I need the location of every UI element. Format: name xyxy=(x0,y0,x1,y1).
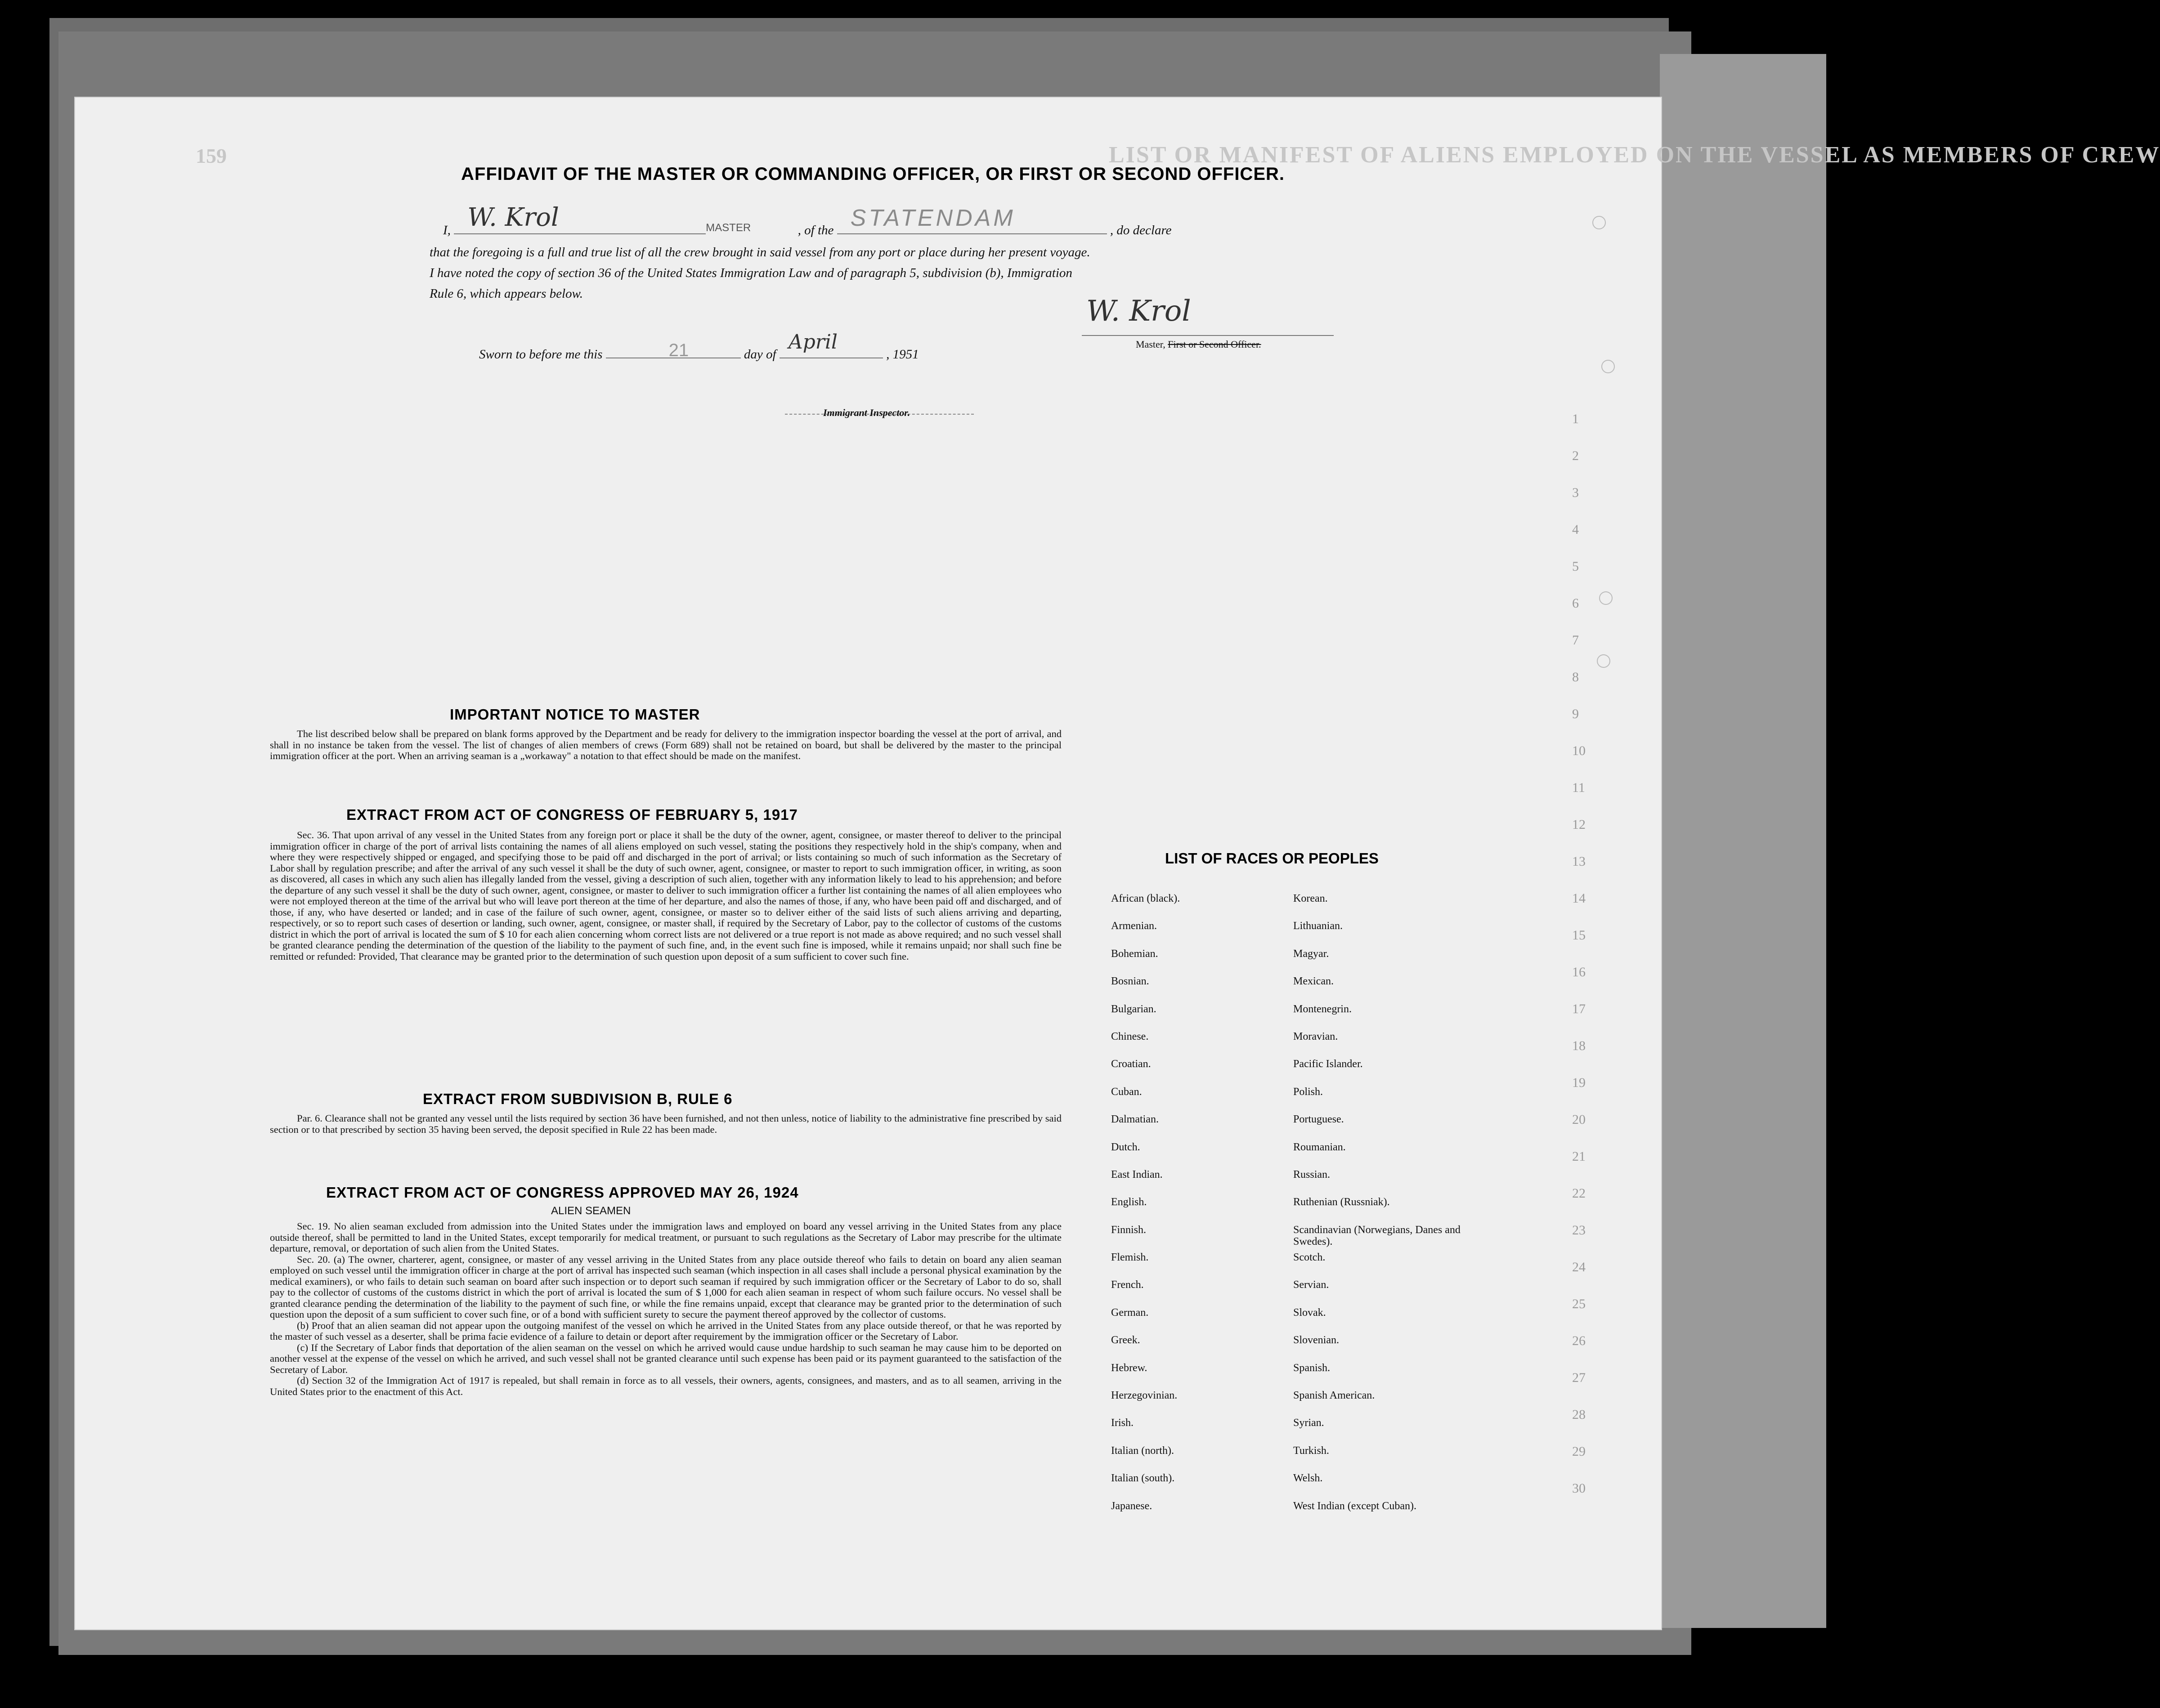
race-item: Italian (south). xyxy=(1111,1472,1175,1484)
ghost-row-number: 15 xyxy=(1572,928,1586,943)
race-item: Russian. xyxy=(1293,1168,1331,1180)
race-item: Syrian. xyxy=(1293,1417,1324,1429)
declaration-line4: Rule 6, which appears below. xyxy=(430,286,583,301)
ghost-row-number: 22 xyxy=(1572,1186,1586,1201)
race-item: Scandinavian (Norwegians, Danes and Swedes). xyxy=(1293,1224,1461,1247)
race-item: Finnish. xyxy=(1111,1224,1147,1236)
binder-hole xyxy=(1597,654,1610,668)
race-item: Greek. xyxy=(1111,1334,1140,1346)
notice-body: The list described below shall be prepared on blank forms approved by the Department and be ready for delivery to the immigration inspector boarding the vessel at the port of arrival, and shall in no instance be taken from the vessel. The list of changes of alien members of crews (Form 689) shall not be retained on board, but shall be delivered by the master to the principal immigration officer at the port. When an arriving seaman is a „workaway" a notation to that effect should be made on the manifest. xyxy=(270,728,1062,761)
title-typed: MASTER xyxy=(706,222,751,234)
ghost-row-number: 3 xyxy=(1572,485,1579,500)
race-item: English. xyxy=(1111,1196,1147,1208)
ghost-row-number: 6 xyxy=(1572,596,1579,611)
sworn-label: Sworn to before me this xyxy=(479,347,603,362)
ghost-row-number: 2 xyxy=(1572,448,1579,463)
ghost-row-number: 1 xyxy=(1572,411,1579,426)
ghost-row-number: 25 xyxy=(1572,1297,1586,1311)
race-item: Scotch. xyxy=(1293,1252,1326,1264)
ghost-row-number: 5 xyxy=(1572,559,1579,574)
i-label: I, xyxy=(443,223,451,237)
ghost-row-number: 16 xyxy=(1572,965,1586,979)
binder-hole xyxy=(1599,591,1613,605)
ghost-row-number: 17 xyxy=(1572,1002,1586,1016)
race-item: Croatian. xyxy=(1111,1058,1151,1070)
race-item: Dutch. xyxy=(1111,1141,1140,1153)
act1924-subtitle: ALIEN SEAMEN xyxy=(551,1205,631,1217)
race-item: Turkish. xyxy=(1293,1444,1329,1457)
race-item: Bosnian. xyxy=(1111,975,1149,988)
ghost-title: LIST OR MANIFEST OF ALIENS EMPLOYED ON THE VESSEL AS MEMBERS OF CREW xyxy=(1109,142,2160,168)
master-name-field xyxy=(454,203,751,234)
race-item: Irish. xyxy=(1111,1417,1134,1429)
race-item: Moravian. xyxy=(1293,1030,1338,1042)
of-the-label: , of the xyxy=(798,223,834,237)
backing-sheet-right xyxy=(1660,54,1826,1628)
race-item: Italian (north). xyxy=(1111,1444,1174,1457)
act1924-body xyxy=(270,1221,1062,1397)
race-item: Servian. xyxy=(1293,1279,1329,1291)
month-handwritten: April xyxy=(788,331,838,353)
day-of-label: day of xyxy=(744,347,776,362)
race-item: Japanese. xyxy=(1111,1500,1152,1512)
ghost-row-number: 4 xyxy=(1572,522,1579,537)
ghost-row-number: 10 xyxy=(1572,743,1586,758)
race-item: East Indian. xyxy=(1111,1168,1163,1180)
master-name-handwritten: W. Krol xyxy=(467,203,559,232)
race-item: Magyar. xyxy=(1293,948,1329,960)
races-title: LIST OF RACES OR PEOPLES xyxy=(1165,850,1379,867)
binder-hole xyxy=(1601,360,1615,373)
ghost-row-number: 11 xyxy=(1572,780,1585,795)
vessel-name-stamp: STATENDAM xyxy=(850,205,1016,231)
ghost-row-number: 7 xyxy=(1572,633,1579,648)
ghost-number: 159 xyxy=(196,144,227,167)
ghost-row-number: 24 xyxy=(1572,1260,1586,1274)
race-item: Flemish. xyxy=(1111,1252,1149,1264)
act1917-body: Sec. 36. That upon arrival of any vessel in the United States from any foreign port or place it shall be the duty of the owner, agent, consignee, or master thereof to deliver to the principal immigration officer in charge of the port of arrival lists containing the names of all aliens employed on such vessel, stating the positions they respectively hold in the ship's company, when and where they were respectively shipped or engaged, and specifying those to be paid off and discharged in the port of arrival; or lists containing so much of such information as the Secretary of Labor shall by regulation prescribe; and after the arrival of any such vessel it shall be the duty of such owner, agent, consignee, or master to report to such immigration officer, in writing, as soon as discovered, all cases in which any such alien has illegally landed from the vessel, giving a description of such alien, together with any information likely to lead to his apprehension; and before the departure of any such vessel it shall be the duty of such owner, agent, consignee, or master to deliver to such immigration officer a further list containing the names of all alien employees who were not employed thereon at the time of the arrival but who will leave port thereon at the time of her departure, and also the names of those, if any, who have been paid off and discharged, and of those, if any, who have deserted or landed; and in case of the failure of such owner, agent, consignee, or master so to deliver either of the said lists of such aliens arriving and departing, respectively, or so to report such cases of desertion or landing, such owner, agent, consignee, or master shall, if required by the Secretary of Labor, pay to the collector of customs of the customs district in which the port of arrival is located the sum of $ 10 for each alien concerning whom correct lists are not delivered or a true report is not made as above required; and no such vessel shall be granted clearance pending the determination of the question of the liability to the payment of such fine, and, in the event such fine is imposed, while it remains unpaid; nor shall such fine be remitted or refunded: Provided, That clearance may be granted prior to the determination of such question upon deposit of a sum sufficient to cover such fine. xyxy=(270,829,1062,962)
race-item: Spanish American. xyxy=(1293,1390,1375,1402)
declaration-line2: that the foregoing is a full and true list of all the crew brought in said vessel from any port or place during her present voyage. xyxy=(430,245,1090,259)
race-item: German. xyxy=(1111,1306,1149,1319)
race-item: French. xyxy=(1111,1279,1144,1291)
vessel-field xyxy=(837,205,1107,234)
sec20d-paragraph: (d) Section 32 of the Immigration Act of 1917 is repealed, but shall remain in force as to all vessels, their owners, agents, consignees, and masters, and as to all seamen, arriving in the United States prior to the enactment of this Act. xyxy=(270,1375,1062,1397)
act1924-title: EXTRACT FROM ACT OF CONGRESS APPROVED MAY 26, 1924 xyxy=(326,1184,799,1201)
declaration-line3: I have noted the copy of section 36 of the United States Immigration Law and of paragraph 5, subdivision (b), Immigration xyxy=(430,266,1072,280)
affidavit-heading: AFFIDAVIT OF THE MASTER OR COMMANDING OFFICER, OR FIRST OR SECOND OFFICER. xyxy=(461,164,1285,184)
ghost-row-number: 19 xyxy=(1572,1075,1586,1090)
sworn-line xyxy=(479,331,919,362)
race-item: Herzegovinian. xyxy=(1111,1390,1178,1402)
ghost-row-number: 13 xyxy=(1572,854,1586,869)
race-item: Chinese. xyxy=(1111,1030,1149,1042)
ghost-row-number: 29 xyxy=(1572,1444,1586,1459)
race-item: Cuban. xyxy=(1111,1086,1142,1098)
race-item: Lithuanian. xyxy=(1293,920,1343,932)
race-item: Bohemian. xyxy=(1111,948,1158,960)
race-item: Roumanian. xyxy=(1293,1141,1346,1153)
act1917-title: EXTRACT FROM ACT OF CONGRESS OF FEBRUARY 5, 1917 xyxy=(346,806,798,823)
declaration-line1 xyxy=(443,203,1172,238)
ghost-row-number: 26 xyxy=(1572,1333,1586,1348)
master-caption: Master, xyxy=(1136,339,1165,350)
rule6-body: Par. 6. Clearance shall not be granted any vessel until the lists required by section 36 have been furnished, and not then unless, notice of liability to the administrative fine prescribed by said section or to that prescribed by section 35 having been served, the deposit specified in Rule 22 has been made. xyxy=(270,1113,1062,1135)
race-item: Ruthenian (Russniak). xyxy=(1293,1196,1390,1208)
race-item: Armenian. xyxy=(1111,920,1157,932)
rule6-title: EXTRACT FROM SUBDIVISION B, RULE 6 xyxy=(423,1091,733,1107)
sec19-paragraph: Sec. 19. No alien seaman excluded from admission into the United States under the immigration laws and employed on board any vessel arriving in the United States from any place outside thereof, shall be permitted to land in the United States, except temporarily for medical treatment, or pursuant to such regulations as the Secretary of Labor may prescribe for the ultimate departure, removal, or deportation of such alien from the United States. xyxy=(270,1221,1062,1254)
ghost-row-number: 18 xyxy=(1572,1038,1586,1053)
race-item: Slovak. xyxy=(1293,1306,1326,1319)
race-item: Bulgarian. xyxy=(1111,1003,1156,1015)
races-right-column xyxy=(1293,893,1464,1528)
ghost-row-number: 28 xyxy=(1572,1407,1586,1422)
manifest-page xyxy=(74,97,2160,1630)
struck-officer-caption: First or Second Officer. xyxy=(1168,339,1261,350)
month-field xyxy=(780,331,883,358)
races-left-column xyxy=(1111,893,1282,1528)
ghost-row-number: 9 xyxy=(1572,706,1579,721)
ghost-row-number: 30 xyxy=(1572,1481,1586,1496)
ghost-row-number: 8 xyxy=(1572,670,1579,684)
day-field xyxy=(606,340,741,360)
race-item: Pacific Islander. xyxy=(1293,1058,1363,1070)
binder-hole xyxy=(1592,216,1606,229)
do-declare-label: , do declare xyxy=(1110,223,1172,237)
race-item: Portuguese. xyxy=(1293,1113,1344,1126)
day-value: 21 xyxy=(668,340,689,360)
race-item: Korean. xyxy=(1293,893,1328,904)
master-signature: W. Krol xyxy=(1086,295,1191,328)
year-label: , 1951 xyxy=(886,347,919,362)
race-item: West Indian (except Cuban). xyxy=(1293,1500,1416,1512)
race-item: Polish. xyxy=(1293,1086,1323,1098)
race-item: Spanish. xyxy=(1293,1362,1331,1374)
sec20b-paragraph: (b) Proof that an alien seaman did not appear upon the outgoing manifest of the vessel on which he arrived in the United States from any place outside thereof, or that he was reported by the master of such vessel as a deserter, shall be prima facie evidence of a failure to detain or deport after requirement by the immigration officer or the Secretary of Labor. xyxy=(270,1319,1062,1342)
master-label xyxy=(1136,339,1261,350)
race-item: Welsh. xyxy=(1293,1472,1323,1484)
race-item: African (black). xyxy=(1111,893,1180,904)
notice-title: IMPORTANT NOTICE TO MASTER xyxy=(450,706,700,723)
race-item: Montenegrin. xyxy=(1293,1003,1352,1015)
signature-line xyxy=(1082,335,1334,336)
race-item: Hebrew. xyxy=(1111,1362,1147,1374)
race-item: Dalmatian. xyxy=(1111,1113,1159,1126)
ghost-row-number: 23 xyxy=(1572,1223,1586,1238)
ghost-row-numbers xyxy=(1572,411,1586,1518)
ghost-row-number: 21 xyxy=(1572,1149,1586,1164)
ghost-row-number: 14 xyxy=(1572,891,1586,906)
sec20a-paragraph: Sec. 20. (a) The owner, charterer, agent, consignee, or master of any vessel arriving in the United States from any place outside thereof who fails to detain on board any alien seaman employed on such vessel until the immigration officer in charge at the port of arrival has inspected such seaman (which inspection in all cases shall include a personal physical examination by the medical examiners), or who fails to detain such seaman on board after such inspection or to deport such seaman if required by such immigration officer or the Secretary of Labor to do so, shall pay to the collector of customs of the customs district in which the port of arrival is located the sum of $ 1,000 for each alien seaman in respect of whom such failure occurs. No vessel shall be granted clearance pending the determination of the liability to the payment of such fine, or while the fine remains unpaid, except that clearance may be granted prior to the determination of such question upon the deposit of a sum sufficient to cover such fine, or of a bond with sufficient surety to secure the payment thereof approved by the collector of customs. xyxy=(270,1253,1062,1320)
ghost-row-number: 20 xyxy=(1572,1112,1586,1127)
inspector-label: Immigrant Inspector. xyxy=(823,407,910,418)
race-item: Mexican. xyxy=(1293,975,1334,988)
ghost-row-number: 27 xyxy=(1572,1370,1586,1385)
sec20c-paragraph: (c) If the Secretary of Labor finds that deportation of the alien seaman on the vessel on which he arrived would cause undue hardship to such seaman he may cause him to be deported on another vessel at the expense of the vessel on which he arrived, and such vessel shall not be granted clearance until such expense has been paid or its payment guaranteed to the satisfaction of the Secretary of Labor. xyxy=(270,1341,1062,1375)
race-item: Slovenian. xyxy=(1293,1334,1339,1346)
ghost-row-number: 12 xyxy=(1572,817,1586,832)
